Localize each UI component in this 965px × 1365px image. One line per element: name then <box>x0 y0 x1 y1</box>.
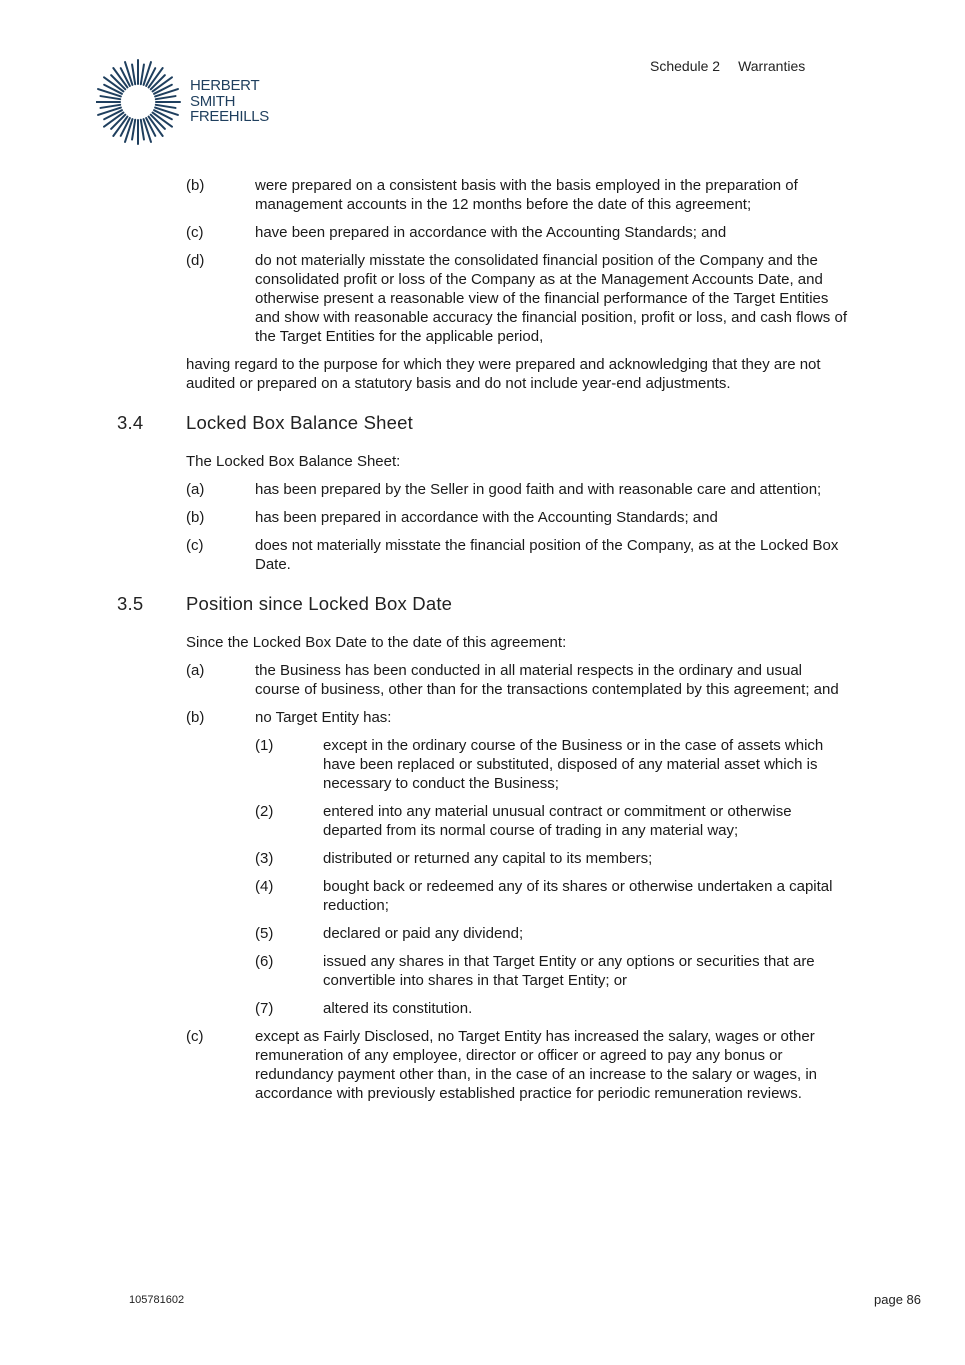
logo-line: HERBERT <box>190 77 260 94</box>
section-label: Warranties <box>738 58 806 74</box>
clause-item <box>0 508 850 527</box>
section-title: Position since Locked Box Date <box>186 593 453 614</box>
sub-clause-label: (4) <box>255 878 274 895</box>
schedule-label: Schedule 2 <box>650 58 721 74</box>
sub-clause-text: declared or paid any dividend; <box>323 925 524 942</box>
sub-clause-text: issued any shares in that Target Entity or any options or securities that are convertible into shares in that Target Entity; or <box>323 953 815 989</box>
running-header <box>650 58 805 74</box>
logo-ray <box>100 96 120 99</box>
sub-clause-text: bought back or redeemed any of its shares or otherwise undertaken a capital reduction; <box>323 878 833 914</box>
logo-ray <box>132 120 135 140</box>
clause-label: (c) <box>186 224 204 241</box>
sub-clause-item <box>0 877 850 915</box>
page-number: page 86 <box>874 1292 921 1307</box>
logo-ray <box>156 105 176 108</box>
clause-text: no Target Entity has: <box>255 709 392 726</box>
clause-label: (a) <box>186 662 205 679</box>
clause-text: the Business has been conducted in all material respects in the ordinary and usual course of business, other than for the transactions contemplated by this agreement; and <box>255 662 839 698</box>
clause-label: (a) <box>186 481 205 498</box>
company-logo <box>96 58 286 146</box>
closing-paragraph: having regard to the purpose for which they were prepared and acknowledging that they are not audited or prepared on a statutory basis and do not include year-end adjustments. <box>186 356 821 392</box>
logo-ray <box>132 64 135 84</box>
clause-label: (b) <box>186 509 205 526</box>
document-id: 105781602 <box>129 1294 185 1306</box>
clause-item <box>0 176 850 214</box>
sub-clause-text: entered into any material unusual contract or commitment or otherwise departed from its normal course of trading in any material way; <box>323 803 792 839</box>
sub-clause-text: altered its constitution. <box>323 1000 473 1017</box>
clause-text: except as Fairly Disclosed, no Target Entity has increased the salary, wages or other remuneration of any employee, director or officer or agreed to pay any bonus or redundancy payment other than, in the case of an increase to the salary or wages, in accordance with previously established practice for periodic remuneration reviews. <box>255 1028 818 1102</box>
sub-clause-label: (1) <box>255 737 274 754</box>
sub-clause-item <box>0 736 850 793</box>
clause-item <box>0 251 850 346</box>
sub-clause-item <box>0 999 850 1018</box>
logo-line: SMITH <box>190 92 236 110</box>
logo-ray <box>141 64 144 84</box>
sub-clause-label: (6) <box>255 953 274 970</box>
clause-text: do not materially misstate the consolidated financial position of the Company and the consolidated profit or loss of the Company as at the Management Accounts Date, and otherwise present a reasonable view of the financial performance of the Target Entities and show with reasonable accuracy the financial position, profit or loss, and cash flows of the Target Entities for the applicable period, <box>255 252 847 345</box>
clause-label: (c) <box>186 1028 204 1045</box>
section-heading-3-4 <box>0 412 965 434</box>
clause-text: has been prepared by the Seller in good faith and with reasonable care and attention; <box>255 481 822 498</box>
section-number: 3.5 <box>117 593 144 614</box>
clause-item <box>0 223 850 242</box>
logo-ray <box>156 96 176 99</box>
sub-clause-text: distributed or returned any capital to its members; <box>323 850 653 867</box>
section-lead: Since the Locked Box Date to the date of this agreement: <box>186 634 567 651</box>
clause-label: (c) <box>186 537 204 554</box>
sunburst-logo-icon <box>96 58 186 146</box>
sub-clause-label: (3) <box>255 850 274 867</box>
sub-clause-text: except in the ordinary course of the Business or in the case of assets which have been replaced or substituted, disposed of any material asset which is necessary to conduct the Business; <box>323 737 824 792</box>
section-lead: The Locked Box Balance Sheet: <box>186 453 401 470</box>
sub-clause-item <box>0 849 850 868</box>
section-heading-3-5 <box>0 593 965 615</box>
sub-clause-label: (7) <box>255 1000 274 1017</box>
section-number: 3.4 <box>117 412 144 433</box>
sub-clause-label: (5) <box>255 925 274 942</box>
document-body <box>0 176 965 1112</box>
sub-clause-item <box>0 952 850 990</box>
logo-ray <box>100 105 120 108</box>
logo-line: FREEHILLS <box>190 108 269 125</box>
clause-text: does not materially misstate the financial position of the Company, as at the Locked Box Date. <box>255 537 839 573</box>
clause-text: have been prepared in accordance with the Accounting Standards; and <box>255 224 727 241</box>
sub-clause-item <box>0 924 850 943</box>
clause-text: has been prepared in accordance with the Accounting Standards; and <box>255 509 718 526</box>
clause-label: (d) <box>186 252 205 269</box>
logo-ray <box>141 120 144 140</box>
clause-label: (b) <box>186 177 205 194</box>
logo-wordmark <box>190 78 269 125</box>
clause-item <box>0 708 850 727</box>
clause-item <box>0 480 850 499</box>
clause-item <box>0 536 850 574</box>
sub-clause-item <box>0 802 850 840</box>
clause-label: (b) <box>186 709 205 726</box>
section-title: Locked Box Balance Sheet <box>186 412 413 433</box>
clause-text: were prepared on a consistent basis with the basis employed in the preparation of management accounts in the 12 months before the date of this agreement; <box>255 177 798 213</box>
clause-item <box>0 661 850 699</box>
sub-clause-label: (2) <box>255 803 274 820</box>
clause-item <box>0 1027 850 1103</box>
